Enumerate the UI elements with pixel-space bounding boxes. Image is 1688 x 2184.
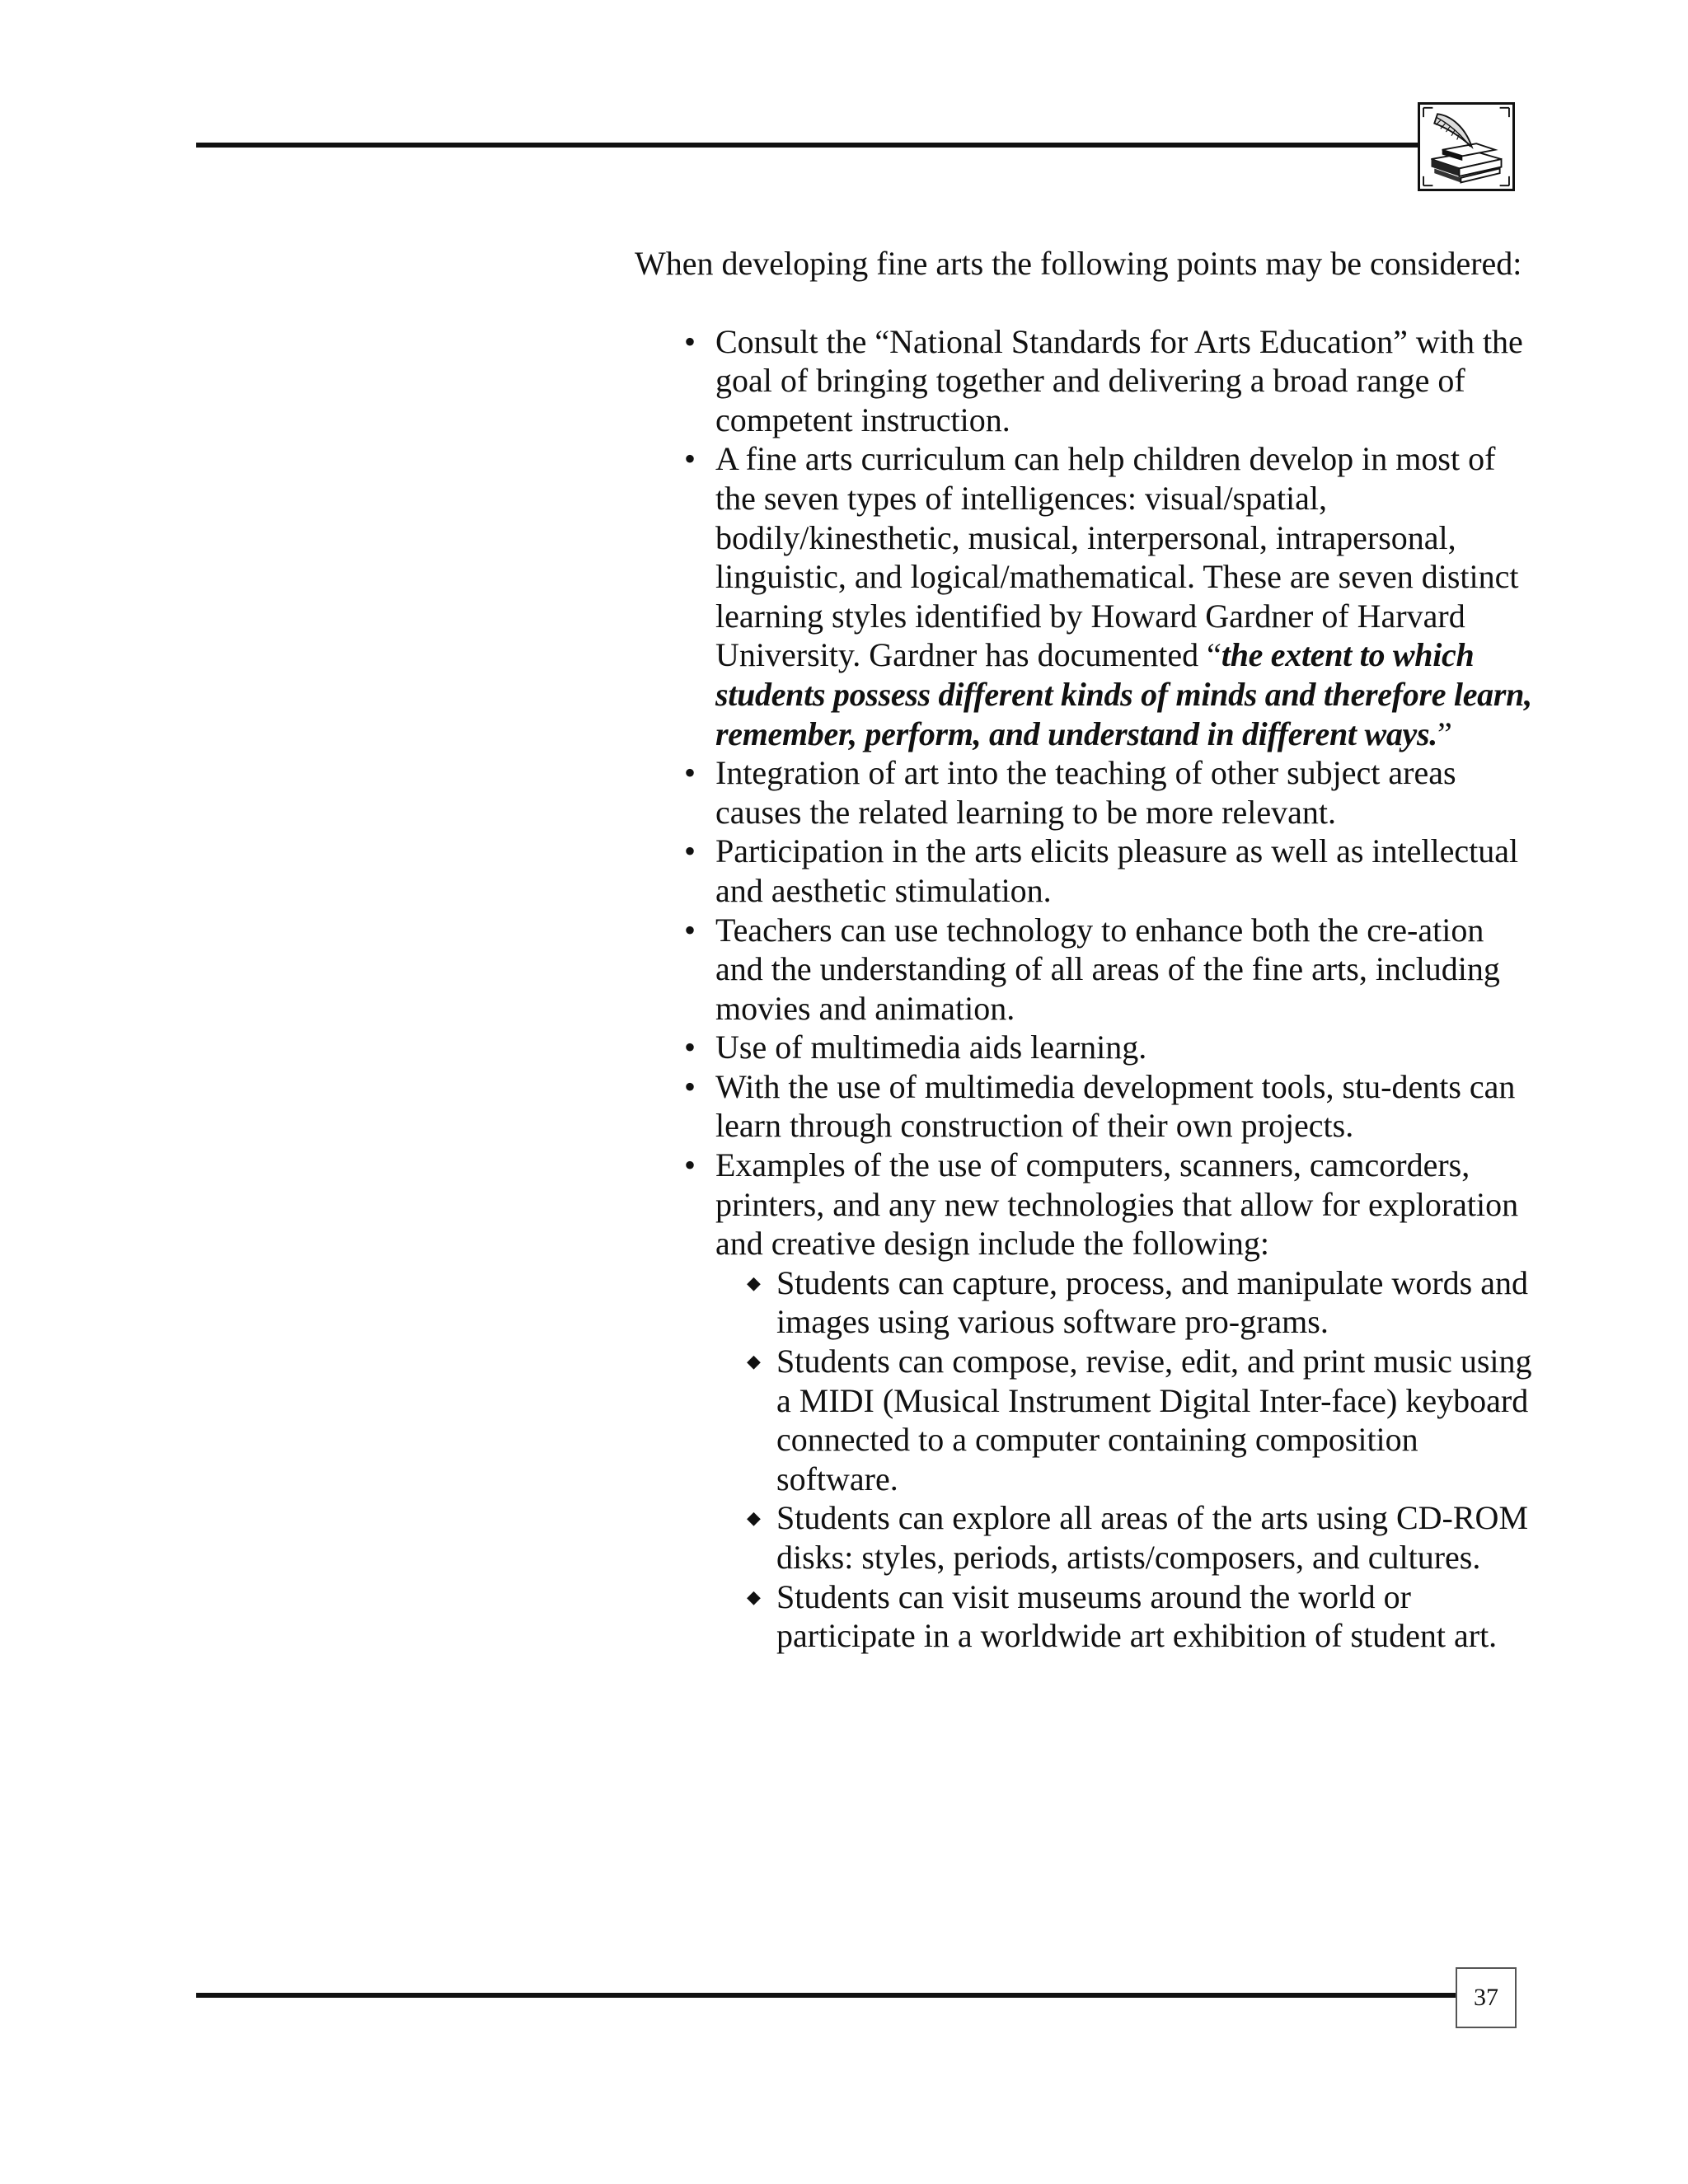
bullet-marker: • [684, 1146, 696, 1184]
gardner-quote: the extent to which students possess different kinds of minds and therefore learn, remember, perform, and understand in different ways. [715, 636, 1532, 752]
footer-rule [196, 1993, 1456, 1998]
bullet-list [635, 322, 1533, 1656]
list-item-text: Consult the “National Standards for Arts Education” with the goal of bringing together and delivering a broad range of competent instruction. [715, 322, 1523, 438]
intro-paragraph: When developing fine arts the following points may be considered: [635, 245, 1522, 282]
sub-list-item [715, 1577, 1533, 1656]
diamond-bullet-icon: ◆ [747, 1586, 761, 1607]
list-item-text: Teachers can use technology to enhance both the cre-ation and the understanding of all areas of the fine arts, including movies and animation. [715, 911, 1500, 1027]
diamond-bullet-icon: ◆ [747, 1507, 761, 1529]
quote-close-mark: ” [1437, 715, 1452, 752]
list-item-text: Integration of art into the teaching of other subject areas causes the related learning to be more relevant. [715, 754, 1456, 831]
list-item-text: Participation in the arts elicits pleasure as well as intellectual and aesthetic stimulation. [715, 832, 1519, 909]
bullet-marker: • [684, 1029, 696, 1066]
header-rule [196, 143, 1418, 148]
sub-list-item [715, 1342, 1533, 1498]
bullet-marker: • [684, 322, 696, 360]
list-item-text: Use of multimedia aids learning. [715, 1029, 1147, 1066]
diamond-bullet-icon: ◆ [747, 1272, 761, 1293]
sub-list-item-text: Students can visit museums around the world or participate in a worldwide art exhibition of student art. [776, 1577, 1498, 1655]
bullet-marker: • [684, 832, 696, 870]
sub-bullet-list [715, 1263, 1533, 1656]
quill-and-books-icon [1418, 102, 1515, 191]
list-item [635, 832, 1533, 910]
page-number [1456, 1967, 1517, 2028]
list-item [635, 1146, 1533, 1656]
page-number-text: 37 [1474, 1984, 1498, 2011]
list-item [635, 439, 1533, 753]
sub-list-item [715, 1498, 1533, 1577]
sub-list-item-text: Students can capture, process, and manipulate words and images using various software pro-grams. [776, 1263, 1528, 1341]
list-item [635, 911, 1533, 1029]
list-item [635, 753, 1533, 832]
list-item-text: With the use of multimedia development tools, stu-dents can learn through construction of their own projects. [715, 1067, 1516, 1145]
sub-list-item-text: Students can compose, revise, edit, and print music using a MIDI (Musical Instrument Digital Inter-face) keyboard connected to a computer containing composition software. [776, 1343, 1532, 1497]
bullet-marker: • [684, 1067, 696, 1105]
main-content [635, 244, 1533, 1656]
bullet-marker: • [684, 911, 696, 949]
list-item-text: A fine arts curriculum can help children develop in most of the seven types of intelligences: visual/spatial, bodily/kinesthetic, musical, interpersonal, intrapersonal, linguistic, and logical/mathematical. These are seven distinct learning styles identified by Howard Gardner of Harvard University. Gardner has documented “ [715, 440, 1519, 674]
list-item [635, 1067, 1533, 1146]
sub-list-item [715, 1263, 1533, 1342]
list-item [635, 1028, 1533, 1067]
bullet-marker: • [684, 754, 696, 792]
list-item-text: Examples of the use of computers, scanners, camcorders, printers, and any new technologies that allow for exploration and creative design include the following: [715, 1146, 1519, 1263]
bullet-marker: • [684, 440, 696, 478]
sub-list-item-text: Students can explore all areas of the arts using CD-ROM disks: styles, periods, artists/composers, and cultures. [776, 1499, 1529, 1576]
diamond-bullet-icon: ◆ [747, 1351, 761, 1372]
list-item [635, 322, 1533, 440]
